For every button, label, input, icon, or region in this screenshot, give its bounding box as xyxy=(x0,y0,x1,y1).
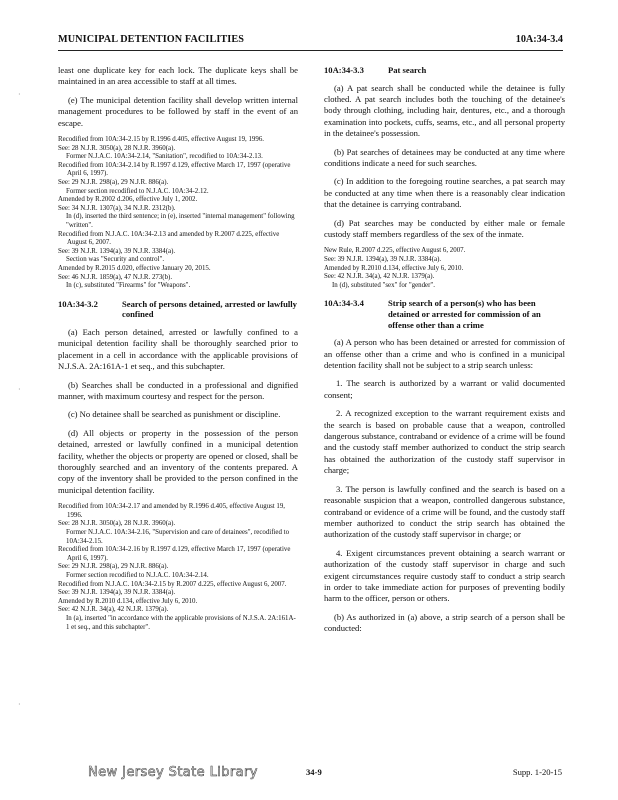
list-item: 3. The person is lawfully confined and the search is based on a reasonable suspicion that a weapon, controlled dangerous substance, contraband or evidence of a crime will be found, and the custody staff member authorized to conduct the strip search has obtained the authorization of the custody staff supervisor in charge; or xyxy=(324,483,565,540)
section-heading-3-3 xyxy=(324,65,565,76)
paragraph-continued: least one duplicate key for each lock. The duplicate keys shall be maintained in an area accessible to staff at all times. xyxy=(58,65,298,87)
list-item: 4. Exigent circumstances prevent obtaining a search warrant or authorization of the custody staff supervisor in charge and such exigent circumstances require custody staff to conduct a strip search in order to take immediate action for purposes of preventing bodily harm to the officer, person or others. xyxy=(324,547,565,604)
history-line: See: 29 N.J.R. 298(a), 29 N.J.R. 886(a). xyxy=(58,179,169,186)
history-line: Recodified from N.J.A.C. 10A:34-2.13 and amended by R.2007 d.225, effective August 6, 2007. xyxy=(58,230,280,247)
history-note-3-2 xyxy=(58,503,298,632)
paragraph-a: (a) Each person detained, arrested or lawfully confined to a municipal detention facility shall be thoroughly searched prior to placement in a cell in accordance with the applicable provisions of N.J.S.A. 2A:161A-1 et seq., and this subchapter. xyxy=(58,326,298,372)
history-line: New Rule, R.2007 d.225, effective August 6, 2007. xyxy=(324,247,466,255)
paragraph-a: (a) A person who has been detained or arrested for commission of an offense other than a crime and who is confined in a municipal detention facility shall not be subject to a strip search unless: xyxy=(324,337,565,371)
supplement-date: Supp. 1-20-15 xyxy=(512,767,562,777)
section-number: 10A:34-3.3 xyxy=(324,65,364,75)
paragraph-d: (d) All objects or property in the possession of the person detained, arrested or lawfully confined in a municipal detention facility, whether the objects or property are opened or closed, shall be thoroughly searched and an inventory of the contents prepared. A copy of the inventory shall be provided to the person confined in the municipal detention facility. xyxy=(58,427,298,495)
history-note-3-1 xyxy=(58,136,298,291)
history-line: See: 46 N.J.R. 1859(a), 47 N.J.R. 273(b). xyxy=(58,273,173,281)
paragraph-b: (b) Searches shall be conducted in a professional and dignified manner, with maximum courtesy and respect for the person. xyxy=(58,379,298,401)
history-line: Amended by R.2010 d.134, effective July 6, 2010. xyxy=(324,264,464,272)
history-line: Former section recodified to N.J.A.C. 10A:34-2.14. xyxy=(66,571,209,579)
paragraph-a: (a) A pat search shall be conducted while the detainee is fully clothed. A pat search includes both the touching of the detainee's body through clothing, including hair, dentures, etc., and a thorough examination into pockets, cuffs, seams, etc., and all personal property in the detainee's possession. xyxy=(324,82,565,139)
list-item: 2. A recognized exception to the warrant requirement exists and the search is based on probable cause that a weapon, controlled dangerous substance, contraband or evidence of a crime will be found and the custody staff member authorized to conduct the strip search has obtained the authorization of the custody staff supervisor in charge; xyxy=(324,408,565,476)
history-line: Recodified from 10A:34-2.17 and amended by R.1996 d.405, effective August 19, 1996. xyxy=(58,503,286,519)
history-line: Recodified from 10A:34-2.15 by R.1996 d.405, effective August 19, 1996. xyxy=(58,136,264,144)
history-line: Former section recodified to N.J.A.C. 10A:34-2.12. xyxy=(66,187,209,195)
header-section: 10A:34-3.4 xyxy=(515,34,563,45)
paragraph-b: (b) Pat searches of detainees may be conducted at any time where conditions indicate a need for such searches. xyxy=(324,146,565,169)
history-line: Former N.J.A.C. 10A:34-2.14, "Sanitation", recodified to 10A:34-2.13. xyxy=(66,153,263,161)
history-line: See: 39 N.J.R. 1394(a), 39 N.J.R. 3384(a). xyxy=(324,256,442,264)
paragraph-e: (e) The municipal detention facility shall develop written internal management procedures to be followed by staff in the event of an escape. xyxy=(58,94,298,128)
page-number: 34-9 xyxy=(306,767,322,777)
list-item: 1. The search is authorized by a warrant or valid documented consent; xyxy=(324,378,565,400)
history-line: Recodified from 10A:34-2.14 by R.1997 d.129, effective March 17, 1997 (operative April 6, 1997). xyxy=(58,161,291,178)
paragraph-d: (d) Pat searches may be conducted by either male or female custody staff members regardless of the sex of the inmate. xyxy=(324,217,565,240)
history-line: Amended by R.2002 d.206, effective July 1, 2002. xyxy=(58,196,198,204)
history-line: See: 39 N.J.R. 1394(a), 39 N.J.R. 3384(a). xyxy=(58,589,176,597)
section-title: Search of persons detained, arrested or lawfully confined xyxy=(122,298,297,320)
history-line: In (a), inserted "in accordance with the applicable provisions of N.J.S.A. 2A:161A-1 et seq., and this subchapter". xyxy=(66,614,296,631)
section-number: 10A:34-3.4 xyxy=(324,298,364,309)
history-line: Amended by R.2015 d.020, effective January 20, 2015. xyxy=(58,264,211,272)
history-line: Former N.J.A.C. 10A:34-2.16, "Supervision and care of detainees", recodified to 10A:34-2.15. xyxy=(66,528,290,545)
paragraph-c: (c) In addition to the foregoing routine searches, a pat search may be conducted at any time when there is a reasonably clear indication that the detainee is carrying contraband. xyxy=(324,176,565,210)
history-line: See: 28 N.J.R. 3050(a), 28 N.J.R. 3960(a). xyxy=(58,144,176,152)
history-line: In (d), inserted the third sentence; in (e), inserted "internal management" following "written". xyxy=(66,213,295,229)
section-heading-3-4 xyxy=(324,298,565,330)
section-title: Pat search xyxy=(388,65,427,75)
history-line: See: 42 N.J.R. 34(a), 42 N.J.R. 1379(a). xyxy=(324,273,435,281)
page-footer xyxy=(0,767,618,783)
margin-mark: · xyxy=(18,700,21,709)
paragraph-b: (b) As authorized in (a) above, a strip search of a person shall be conducted: xyxy=(324,611,565,634)
margin-mark: · xyxy=(18,90,21,99)
header-title: MUNICIPAL DETENTION FACILITIES xyxy=(58,34,245,45)
left-column xyxy=(58,65,298,640)
history-line: Recodified from 10A:34-2.16 by R.1997 d.129, effective March 17, 1997 (operative April 6, 1997). xyxy=(58,546,291,562)
history-line: Section was "Security and control". xyxy=(66,256,165,264)
history-line: Recodified from N.J.A.C. 10A:34-2.15 by R.2007 d.225, effective August 6, 2007. xyxy=(58,580,287,588)
history-line: In (c), substituted "Firearms" for "Weapons". xyxy=(66,282,191,290)
library-watermark: New Jersey State Library xyxy=(88,765,258,780)
section-number: 10A:34-3.2 xyxy=(58,298,98,309)
header-rule xyxy=(58,50,563,51)
history-line: See: 28 N.J.R. 3050(a), 28 N.J.R. 3960(a). xyxy=(58,520,176,528)
history-line: See: 34 N.J.R. 1307(a), 34 N.J.R. 2312(b). xyxy=(58,204,176,212)
running-header xyxy=(58,34,563,50)
section-heading-3-2 xyxy=(58,299,298,320)
right-column xyxy=(324,65,565,642)
history-line: See: 42 N.J.R. 34(a), 42 N.J.R. 1379(a). xyxy=(58,606,169,614)
history-line: In (d), substituted "sex" for "gender". xyxy=(332,281,435,289)
history-note-3-3 xyxy=(324,247,565,290)
margin-mark: · xyxy=(18,385,21,394)
history-line: Amended by R.2010 d.134, effective July 6, 2010. xyxy=(58,597,198,605)
paragraph-c: (c) No detainee shall be searched as punishment or discipline. xyxy=(68,409,281,420)
section-title: Strip search of a person(s) who has been detained or arrested for commission of an offense other than a crime xyxy=(388,298,541,330)
history-line: See: 39 N.J.R. 1394(a), 39 N.J.R. 3384(a). xyxy=(58,247,176,255)
history-line: See: 29 N.J.R. 298(a), 29 N.J.R. 886(a). xyxy=(58,563,169,571)
